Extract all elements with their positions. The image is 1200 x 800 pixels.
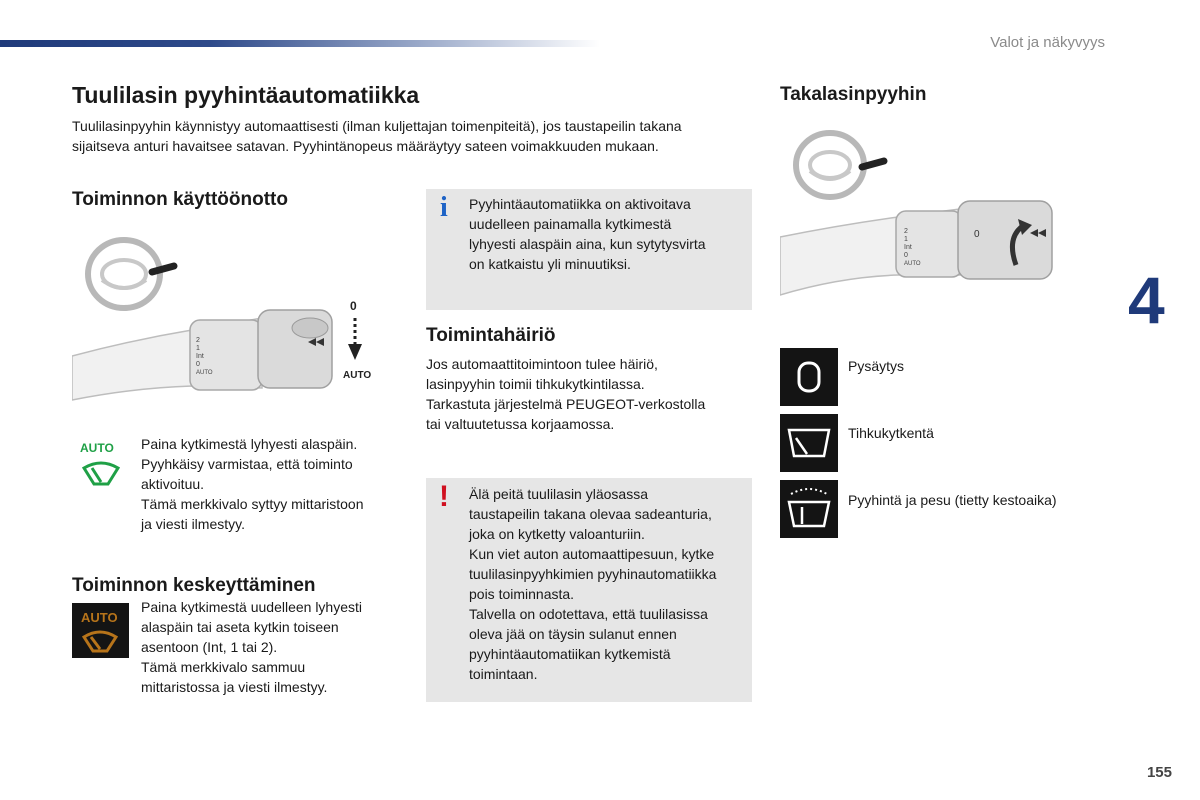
page-title: Tuulilasin pyyhintäautomatiikka xyxy=(72,82,420,108)
section-title: Valot ja näkyvyys xyxy=(990,34,1105,51)
intermittent-wipe-icon xyxy=(780,414,838,472)
auto-indicator-label: AUTO xyxy=(80,441,114,455)
rear-item-wash-label: Pyyhintä ja pesu (tietty kestoaika) xyxy=(848,492,1057,508)
malfunction-heading: Toimintahäiriö xyxy=(426,325,556,346)
auto-wiper-green-icon xyxy=(78,438,124,490)
intro-text: Tuulilasinpyyhin käynnistyy automaattisesti (ilman kuljettajan toimenpiteitä), jos taustapeilin takana sijaitseva anturi havaitsee satavan. Pyyhintänopeus määräytyy sateen voimakkuuden mukaan. xyxy=(72,118,682,154)
steering-wheel-icon xyxy=(796,133,884,197)
rear-intermittent-icon-box xyxy=(780,414,838,472)
page-number: 155 xyxy=(1146,764,1172,781)
chapter-number: 4 xyxy=(1128,263,1165,337)
stalk-top-label: 0 xyxy=(350,299,357,313)
malfunction-text: Jos automaattitoimintoon tulee häiriö, lasinpyyhin toimii tihkukytkintilassa. Tarkastuta järjestelmä PEUGEOT-verkostolla tai valtuutetussa korjaamossa. xyxy=(426,356,706,432)
stalk-position-2: 2 xyxy=(196,337,200,344)
rear-top-label: 0 xyxy=(974,229,980,240)
header-bar xyxy=(0,40,600,47)
rear-position-0: 0 xyxy=(904,252,908,259)
rear-stalk-illustration xyxy=(780,125,1070,300)
rear-heading: Takalasinpyyhin xyxy=(780,84,927,105)
rear-item-stop-label: Pysäytys xyxy=(848,358,905,374)
wiper-stalk xyxy=(72,310,332,400)
activation-text: Paina kytkimestä lyhyesti alaspäin. Pyyhkäisy varmistaa, että toiminto aktivoituu. Tämä merkkivalo syttyy mittaristoon ja viesti ilmestyy. xyxy=(141,436,364,532)
wiper-stalk-illustration xyxy=(72,228,392,408)
stalk-bottom-label: AUTO xyxy=(343,370,372,381)
rear-position-2: 2 xyxy=(904,228,908,235)
steering-wheel-icon xyxy=(88,240,174,308)
auto-wiper-off-icon xyxy=(72,603,129,658)
warning-text: Älä peitä tuulilasin yläosassa taustapeilin takana olevaa sadeanturia, joka on kytketty valoanturiin. Kun viet auton automaattipesuun, kytke tuulilasinpyyhkimien pyyhinautomatiikka pois toiminnasta. Talvella on odotettava, että tuulilasissa oleva jää on täysin sulanut ennen pyyhintäautomatiikan kytkemistä toimintaan. xyxy=(469,486,717,682)
info-text: Pyyhintäautomatiikka on aktivoitava uudelleen painamalla kytkimestä lyhyesti alaspäin aina, kun sytytysvirta on katkaistu yli minuutiksi. xyxy=(469,196,706,272)
rear-stop-icon-box xyxy=(780,348,838,406)
deactivation-heading: Toiminnon keskeyttäminen xyxy=(72,575,316,596)
rear-position-int: Int xyxy=(904,244,912,251)
deactivation-text: Paina kytkimestä uudelleen lyhyesti alaspäin tai aseta kytkin toiseen asentoon (Int, 1 tai 2). Tämä merkkivalo sammuu mittaristossa ja viesti ilmestyy. xyxy=(141,599,363,695)
wipe-wash-icon xyxy=(780,480,838,538)
rear-wash-icon-box xyxy=(780,480,838,538)
stalk-position-auto: AUTO xyxy=(196,370,213,376)
down-arrow-icon xyxy=(348,318,362,360)
stalk-position-1: 1 xyxy=(196,345,200,352)
info-icon: i xyxy=(440,192,448,223)
auto-off-indicator-label: AUTO xyxy=(81,610,118,625)
rear-item-intermittent-label: Tihkukytkentä xyxy=(848,425,934,441)
rear-position-1: 1 xyxy=(904,236,908,243)
rear-wiper-stalk xyxy=(780,201,1052,295)
stop-icon xyxy=(780,348,838,406)
warning-icon: ! xyxy=(439,480,449,513)
stalk-position-0: 0 xyxy=(196,361,200,368)
activation-heading: Toiminnon käyttöönotto xyxy=(72,189,288,210)
rear-position-auto: AUTO xyxy=(904,261,921,267)
stalk-position-int: Int xyxy=(196,353,204,360)
